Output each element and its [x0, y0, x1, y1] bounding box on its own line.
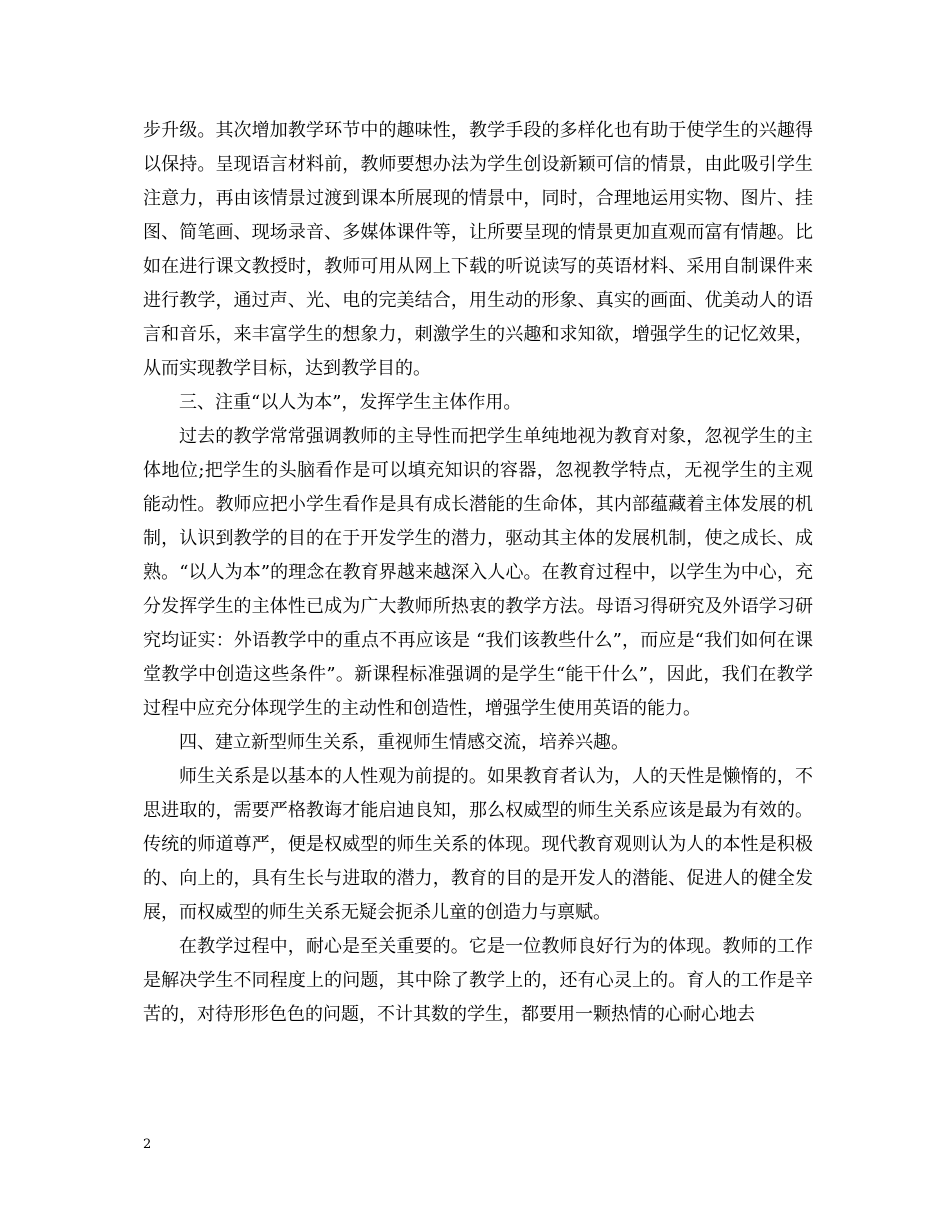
paragraph-patience: 在教学过程中，耐心是至关重要的。它是一位教师良好行为的体现。教师的工作是解决学生不同程度上的问题，其中除了教学上的，还有心灵上的。育人的工作是辛苦的，对待形形色色的问题，不计其数的学生，都要用一颗热情的心耐心地去 [143, 936, 813, 1025]
paragraph-continuation: 步升级。其次增加教学环节中的趣味性，教学手段的多样化也有助于使学生的兴趣得以保持。呈现语言材料前，教师要想办法为学生创设新颖可信的情景，由此吸引学生注意力，再由该情景过渡到课本所展现的情景中，同时，合理地运用实物、图片、挂图、简笔画、现场录音、多媒体课件等，让所要呈现的情景更加直观而富有情趣。比如在进行课文教授时，教师可用从网上下载的听说读写的英语材料、采用自制课件来进行教学，通过声、光、电的完美结合，用生动的形象、真实的画面、优美动人的语言和音乐，来丰富学生的想象力，刺激学生的兴趣和求知欲，增强学生的记忆效果，从而实现教学目标，达到教学目的。 [143, 120, 813, 379]
section-heading-4: 四、建立新型师生关系，重视师生情感交流，培养兴趣。 [179, 732, 629, 753]
document-body [143, 114, 813, 1032]
page-number: 2 [143, 1137, 152, 1152]
paragraph-teacher-student-relationship: 师生关系是以基本的人性观为前提的。如果教育者认为，人的天性是懒惰的，不思进取的，需要严格教诲才能启迪良知，那么权威型的师生关系应该是最为有效的。传统的师道尊严，便是权威型的师生关系的体现。现代教育观则认为人的本性是积极的、向上的，具有生长与进取的潜力，教育的目的是开发人的潜能、促进人的健全发展，而权威型的师生关系无疑会扼杀儿童的创造力与禀赋。 [143, 766, 813, 923]
section-heading-3: 三、注重“以人为本”，发挥学生主体作用。 [179, 392, 522, 413]
paragraph-people-oriented: 过去的教学常常强调教师的主导性而把学生单纯地视为教育对象，忽视学生的主体地位;把学生的头脑看作是可以填充知识的容器，忽视教学特点，无视学生的主观能动性。教师应把小学生看作是具有成长潜能的生命体，其内部蕴藏着主体发展的机制，认识到教学的目的在于开发学生的潜力，驱动其主体的发展机制，使之成长、成熟。“以人为本”的理念在教育界越来越深入人心。在教育过程中，以学生为中心，充分发挥学生的主体性已成为广大教师所热衷的教学方法。母语习得研究及外语学习研究均证实：外语教学中的重点不再应该是 “我们该教些什么”，而应是“我们如何在课堂教学中创造这些条件”。新课程标准强调的是学生“能干什么”，因此，我们在教学过程中应充分体现学生的主动性和创造性，增强学生使用英语的能力。 [143, 426, 813, 719]
